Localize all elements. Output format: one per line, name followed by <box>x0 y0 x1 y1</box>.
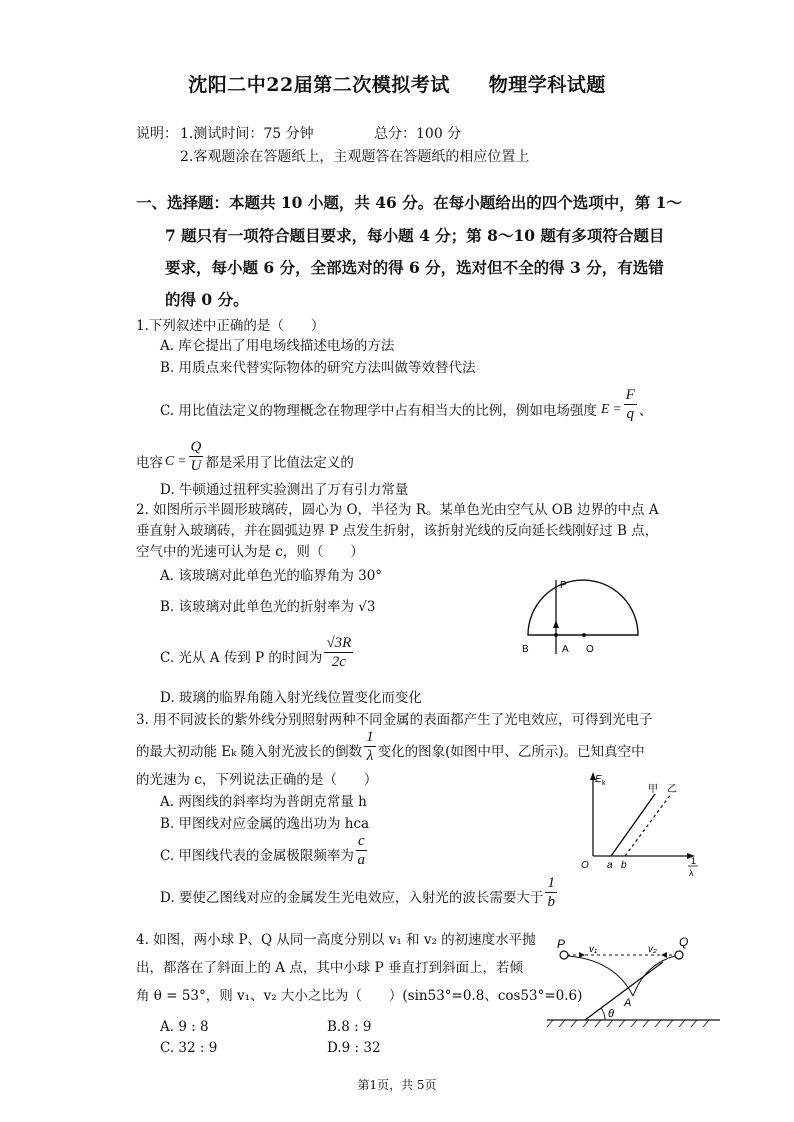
q1-option-c-continued: 电容 C = $\frac{Q}{U}$ 都是采用了比值法定义的 <box>136 439 354 474</box>
q4-stem-line2: 出，都落在了斜面上的 A 点，其中小球 P 垂直打到斜面上，若倾 <box>136 960 523 976</box>
q2-stem-line1: 2. 如图所示半圆形玻璃砖，圆心为 O，半径为 R。某单色光由空气从 OB 边界的中点 A <box>136 502 659 518</box>
q1-option-a: A. 库仑提出了用电场线描述电场的方法 <box>160 338 395 354</box>
q2-stem-line3: 空气中的光速可认为是 c，则（ ） <box>136 544 364 560</box>
q3-option-a: A. 两图线的斜率均为普朗克常量 h <box>160 794 367 810</box>
q4-option-d: D.9 : 32 <box>327 1040 381 1056</box>
x-axis-numerator: 1 <box>691 856 697 866</box>
label-a: A <box>624 997 632 1009</box>
q1-efield-symbol: E = <box>600 400 622 416</box>
ek-axis-label: E <box>595 774 602 785</box>
section-heading-line3: 要求，每小题 6 分，全部选对的得 6 分，选对但不全的得 3 分，有选错 <box>165 258 664 277</box>
q4-stem-line3: 角 θ = 53°，则 v₁、v₂ 大小之比为（ ）(sin53°=0.8、cos53°=0.6) <box>136 988 583 1004</box>
ball-q <box>675 951 683 959</box>
origin-label: O <box>581 860 589 871</box>
q1-option-b: B. 用质点来代替实际物体的研究方法叫做等效替代法 <box>160 360 476 376</box>
section-heading-line4: 的得 0 分。 <box>165 290 249 309</box>
label-a: A <box>562 644 569 655</box>
label-p: P <box>557 937 566 951</box>
trajectory-p <box>568 956 633 996</box>
q1-option-d: D. 牛顿通过扭秤实验测出了万有引力常量 <box>160 482 409 498</box>
q4-projectile-figure <box>545 930 725 1030</box>
q2-option-d: D. 玻璃的临界角随入射光线位置变化而变化 <box>160 690 422 706</box>
q1-capacitance-symbol: C = <box>165 452 187 468</box>
q4-stem-line1: 4. 如图，两小球 P、Q 从同一高度分别以 v₁ 和 v₂ 的初速度水平抛 <box>136 932 536 948</box>
q2-time-fraction: $\frac{√3R}{2c}$ <box>326 635 352 670</box>
q3-option-c: C. 甲图线代表的金属极限频率为 $\frac{c}{a}$ <box>160 833 366 868</box>
label-o: O <box>586 644 594 655</box>
q3-option-b: B. 甲图线对应金属的逸出功为 hca <box>160 816 370 832</box>
trajectory-q <box>633 956 675 996</box>
q2-option-c: C. 光从 A 传到 P 的时间为 $\frac{√3R}{2c}$ <box>160 635 352 670</box>
v2-arrow-icon <box>661 952 667 958</box>
label-v2: v₂ <box>648 944 657 955</box>
q4-option-a: A. 9 : 8 <box>160 1019 209 1035</box>
note-total: 总分：100 分 <box>374 126 462 142</box>
q3-option-d: D. 要使乙图线对应的金属发生光电效应，入射光的波长需要大于 $\frac{1}{b}$ <box>160 875 555 910</box>
q1-option-c-text: C. 用比值法定义的物理概念在物理学中占有相当大的比例，例如电场强度 <box>160 402 597 419</box>
q2-option-a: A. 该玻璃对此单色光的临界角为 30° <box>160 568 383 584</box>
label-p: P <box>560 580 567 591</box>
q1-stem: 1.下列叙述中正确的是（ ） <box>136 318 325 334</box>
q3-stem-line1: 3. 用不同波长的紫外线分别照射两种不同金属的表面都产生了光电效应，可得到光电子 <box>136 712 653 728</box>
page-title: 沈阳二中22届第二次模拟考试 物理学科试题 <box>188 74 606 96</box>
v1-arrow-icon <box>579 952 585 958</box>
label-jia: 甲 <box>648 784 658 795</box>
note-answer: 2.客观题涂在答题纸上，主观题答在答题纸的相应位置上 <box>180 149 530 165</box>
point-a-dot <box>554 633 558 637</box>
semicircle-outline <box>528 580 638 635</box>
angle-arc <box>601 1008 605 1020</box>
section-heading-line1: 一、选择题：本题共 10 小题，共 46 分。在每小题给出的四个选项中，第 1～ <box>136 193 682 212</box>
ek-axis-subscript: k <box>602 780 606 787</box>
q3-inverse-wavelength: $\frac{1}{\lambda}$ <box>366 729 374 764</box>
notes-label: 说明： <box>136 126 178 142</box>
ball-p <box>560 951 568 959</box>
q3-stem-line2: 的最大初动能 E $_k$ 随入射光波长的倒数 $\frac{1}{\lambda}$ 变化的图象(如图中甲、乙所示)。已知真空中 <box>136 729 645 764</box>
section-heading-line2: 7 题只有一项符合题目要求，每小题 4 分；第 8～10 题有多项符合题目 <box>165 226 665 245</box>
q1-option-c: C. 用比值法定义的物理概念在物理学中占有相当大的比例，例如电场强度 E = $\frac{F}{q}$ 、 <box>160 387 653 422</box>
label-yi: 乙 <box>667 784 677 795</box>
q3-stem-line3: 的光速为 c，下列说法正确的是（ ） <box>136 772 378 788</box>
q2-semicircle-figure <box>518 572 658 662</box>
q4-option-c: C. 32 : 9 <box>160 1040 218 1056</box>
x-axis-denominator: λ <box>689 868 694 878</box>
label-b: B <box>522 644 529 655</box>
q2-stem-line2: 垂直射入玻璃砖，并在圆弧边界 P 点发生折射，该折射光线的反向延长线刚好过 B 点， <box>136 523 659 539</box>
intercept-b-label: b <box>621 860 627 871</box>
q2-option-b: B. 该玻璃对此单色光的折射率为 √3 <box>160 599 376 615</box>
q4-option-b: B.8 : 9 <box>327 1019 372 1035</box>
label-v1: v₁ <box>589 944 598 955</box>
ray-arrow-icon <box>553 620 559 628</box>
note-time: 1.测试时间：75 分钟 <box>180 126 314 142</box>
q3-wavelength-fraction: $\frac{1}{b}$ <box>547 875 555 910</box>
intercept-a-label: a <box>607 860 613 871</box>
label-theta: θ <box>608 1008 614 1020</box>
q3-threshold-fraction: $\frac{c}{a}$ <box>357 833 366 868</box>
point-o-dot <box>582 633 586 637</box>
q1-efield-fraction: $\frac{F}{q}$ <box>625 387 635 422</box>
label-q: Q <box>679 935 689 949</box>
q3-ek-graph <box>575 768 705 880</box>
page-number: 第1页，共 5页 <box>357 1078 437 1092</box>
q1-capacitance-fraction: $\frac{Q}{U}$ <box>190 439 202 474</box>
incline-line <box>585 962 663 1020</box>
